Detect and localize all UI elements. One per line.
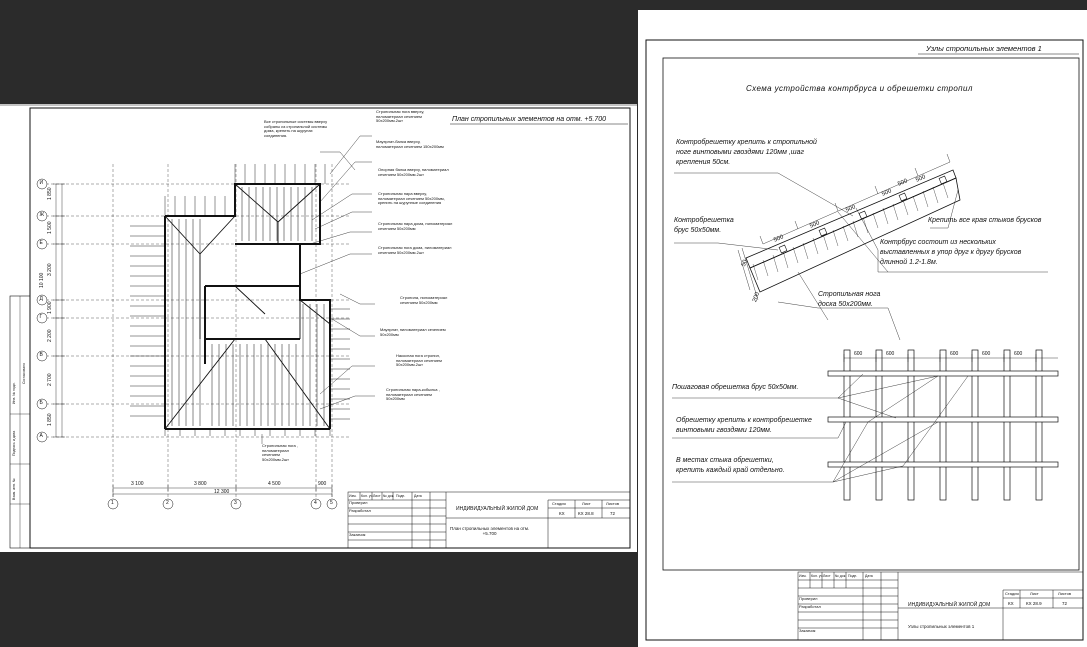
- stamp-row-customer: Заказчик: [349, 532, 366, 537]
- axis-label-zh: Ж: [39, 212, 45, 218]
- sheet-title: План стропильных элементов на отм. +5.700: [452, 116, 607, 123]
- slope-dim-4: 500: [881, 188, 893, 198]
- grid-dim-1: 600: [854, 351, 863, 357]
- stamp-hdr-list: Лист: [373, 494, 381, 498]
- slope-dim-3: 500: [845, 204, 857, 214]
- note-step-batten: Пошаговая обрешетка брус 50х50мм.: [672, 384, 799, 391]
- r-stamp-sheets-hdr: Листов: [1058, 591, 1071, 596]
- slope-dim-5: 500: [897, 178, 909, 188]
- stamp-sheets: 72: [610, 511, 616, 516]
- grid-dim-3: 600: [950, 351, 959, 357]
- r-stamp-row-checked: Проверил: [799, 596, 818, 601]
- rafter-nodes-drawing: [638, 10, 1087, 647]
- callout-mauerlat: Мауэрлат, пиломатериал сечением 50х200мм: [380, 327, 446, 337]
- callout-fly-rafter: Стропильная пара-кобылка , пиломатериал сечением 50х200мм: [386, 387, 440, 402]
- axis-label-3: 3: [234, 500, 237, 506]
- stamp-sheet-name: План стропильных элементов на отм. +5.700: [450, 526, 530, 537]
- small-dim-50: 50: [740, 259, 749, 268]
- grid-dim-2: 600: [886, 351, 895, 357]
- stamp-row-developed: Разработал: [349, 508, 371, 513]
- dim-left-2: 1 500: [47, 221, 53, 234]
- sheet-roof-plan[interactable]: [0, 104, 637, 552]
- r-stamp-sheet-hdr: Лист: [1030, 591, 1039, 596]
- r-stamp-sheet-name: Узлы стропильных элементов 1: [908, 624, 975, 629]
- axis-label-v: В: [39, 352, 43, 358]
- scheme-heading: Схема устройства контрбруса и обрешетки стропил: [746, 84, 973, 93]
- r-stamp-sheet: КХ 28.9: [1026, 601, 1042, 606]
- side-stamp-replace: Взам. инв. №: [12, 478, 16, 500]
- stamp-hdr-doc: № док.: [383, 494, 395, 498]
- r-stamp-hdr-date: Дата: [865, 574, 873, 578]
- stamp-row-checked: Проверил: [349, 500, 368, 505]
- stamp-sheet-hdr: Лист: [582, 501, 591, 506]
- axis-label-4: 4: [314, 500, 317, 506]
- stamp-hdr-date: Дата: [414, 494, 422, 498]
- dim-bottom-1: 3 100: [131, 481, 144, 487]
- r-stamp-stage: КХ: [1008, 601, 1014, 606]
- callout-general-note: Все стропильные системы вверху собраны из стропильной системы дома, крепить на шурупах соединения.: [264, 119, 328, 138]
- grid-dim-4: 600: [982, 351, 991, 357]
- slope-dim-2: 500: [809, 220, 821, 230]
- callout-rafters: Стропила, пиломатериал сечением 50х200мм: [400, 295, 448, 305]
- r-stamp-hdr-sign: Подп.: [848, 574, 858, 578]
- stamp-sheet: КХ 28.8: [578, 511, 594, 516]
- callout-rafter-pair-top: Стропильная пара вверху, пиломатериал сечением 50х200мм, крепить на шурупные соединения: [378, 191, 445, 206]
- axis-label-5: 5: [330, 500, 333, 506]
- note-counter-fix: Контробрешетку крепить к стропильной ноге винтовыми гвоздями 120мм ,шаг крепления 50см.: [676, 139, 817, 167]
- axis-label-e: Е: [39, 240, 43, 246]
- axis-label-g: Г: [39, 314, 43, 320]
- axis-label-1: 1: [111, 500, 114, 506]
- slope-dim-6: 500: [915, 174, 927, 184]
- r-stamp-hdr-list: Лист: [823, 574, 831, 578]
- note-batten-fix: Обрешетку крепить к контробрешетке винтовыми гвоздями 120мм.: [676, 417, 812, 435]
- r-stamp-row-customer: Заказчик: [799, 628, 816, 633]
- axis-label-b: Б: [39, 400, 43, 406]
- stamp-stage: КХ: [559, 511, 565, 516]
- r-stamp-hdr-doc: № док.: [835, 574, 847, 578]
- dim-bottom-3: 4 500: [268, 481, 281, 487]
- callout-hip-rafter: Накосная нога стропил, пиломатериал сечением 50х200мм.2шт: [396, 353, 442, 368]
- side-stamp-sign: Подпись и дата: [12, 430, 16, 456]
- stamp-object: ИНДИВИДУАЛЬНЫЙ ЖИЛОЙ ДОМ: [456, 506, 539, 512]
- sheet-top-title: Узлы стропильных элементов 1: [926, 44, 1042, 53]
- axis-label-d: Д: [39, 296, 43, 302]
- sheet-rafter-nodes[interactable]: [638, 10, 1087, 647]
- dim-bottom-total: 12 300: [214, 489, 230, 495]
- callout-rafter-bottom: Стропильная нога , пиломатериал сечением 50х200мм.2шт: [262, 443, 298, 462]
- r-stamp-sheets: 72: [1062, 601, 1068, 606]
- dim-left-total: 10 100: [39, 272, 45, 288]
- axis-label-a: А: [39, 433, 43, 439]
- r-stamp-hdr-izm: Изм.: [799, 574, 807, 578]
- note-fix-edges: Крепить все края стыков брусков: [928, 217, 1042, 224]
- side-stamp-agreed: Согласовано: [22, 362, 26, 384]
- note-counter-composition: Контрбрус состоит из нескольких выставленных в упор друг к другу брусков длинной 1.2-1.8м.: [880, 239, 1022, 267]
- callout-support-beam: Опорная балка вверху, пиломатериал сечением 50х200мм.2шт: [378, 167, 449, 177]
- stamp-stage-hdr: Стадия: [552, 501, 566, 506]
- dim-left-6: 2 700: [47, 373, 53, 386]
- stamp-hdr-sign: Подп.: [396, 494, 406, 498]
- stamp-sheets-hdr: Листов: [606, 501, 619, 506]
- dim-left-1: 1 850: [47, 187, 53, 200]
- r-stamp-hdr-kol: Кол. уч.: [811, 574, 824, 578]
- note-joints: В местах стыка обрешетки, крепить каждый край отдельно.: [676, 457, 785, 475]
- note-counter-batten: Контробрешетка брус 50х50мм.: [674, 217, 734, 235]
- callout-rafter-top: Стропильная нога вверху, пиломатериал сечением 50х200мм.2шт: [376, 109, 425, 124]
- small-dim-200: 200: [752, 291, 762, 304]
- stamp-hdr-kol: Кол. уч.: [361, 494, 374, 498]
- r-stamp-stage-hdr: Стадия: [1005, 591, 1019, 596]
- dim-bottom-2: 3 800: [194, 481, 207, 487]
- axis-label-2: 2: [166, 500, 169, 506]
- dim-left-7: 1 850: [47, 413, 53, 426]
- dim-left-3: 3 200: [47, 263, 53, 276]
- callout-rafter-pair-house: Стропильная пара дома, пиломатериал сечением 50х200мм: [378, 221, 453, 231]
- callout-mauerlat-top: Мауэрлат-балка вверху, пиломатериал сечением 150х200мм: [376, 139, 444, 149]
- side-stamp-inv: Инв. № подл.: [12, 382, 16, 404]
- dim-left-5: 2 200: [47, 329, 53, 342]
- dim-bottom-4: 900: [318, 481, 327, 487]
- callout-rafter-house: Стропильная нога дома, пиломатериал сечением 50х200мм.2шт: [378, 245, 452, 255]
- dim-left-4: 1 900: [47, 301, 53, 314]
- note-rafter: Стропильная нога доска 50х200мм.: [818, 291, 881, 309]
- r-stamp-object: ИНДИВИДУАЛЬНЫЙ ЖИЛОЙ ДОМ: [908, 602, 991, 608]
- slope-dim-1: 500: [773, 234, 785, 244]
- r-stamp-row-developed: Разработал: [799, 604, 821, 609]
- axis-label-i: И: [39, 180, 44, 186]
- stamp-hdr-izm: Изм.: [349, 494, 357, 498]
- grid-dim-5: 600: [1014, 351, 1023, 357]
